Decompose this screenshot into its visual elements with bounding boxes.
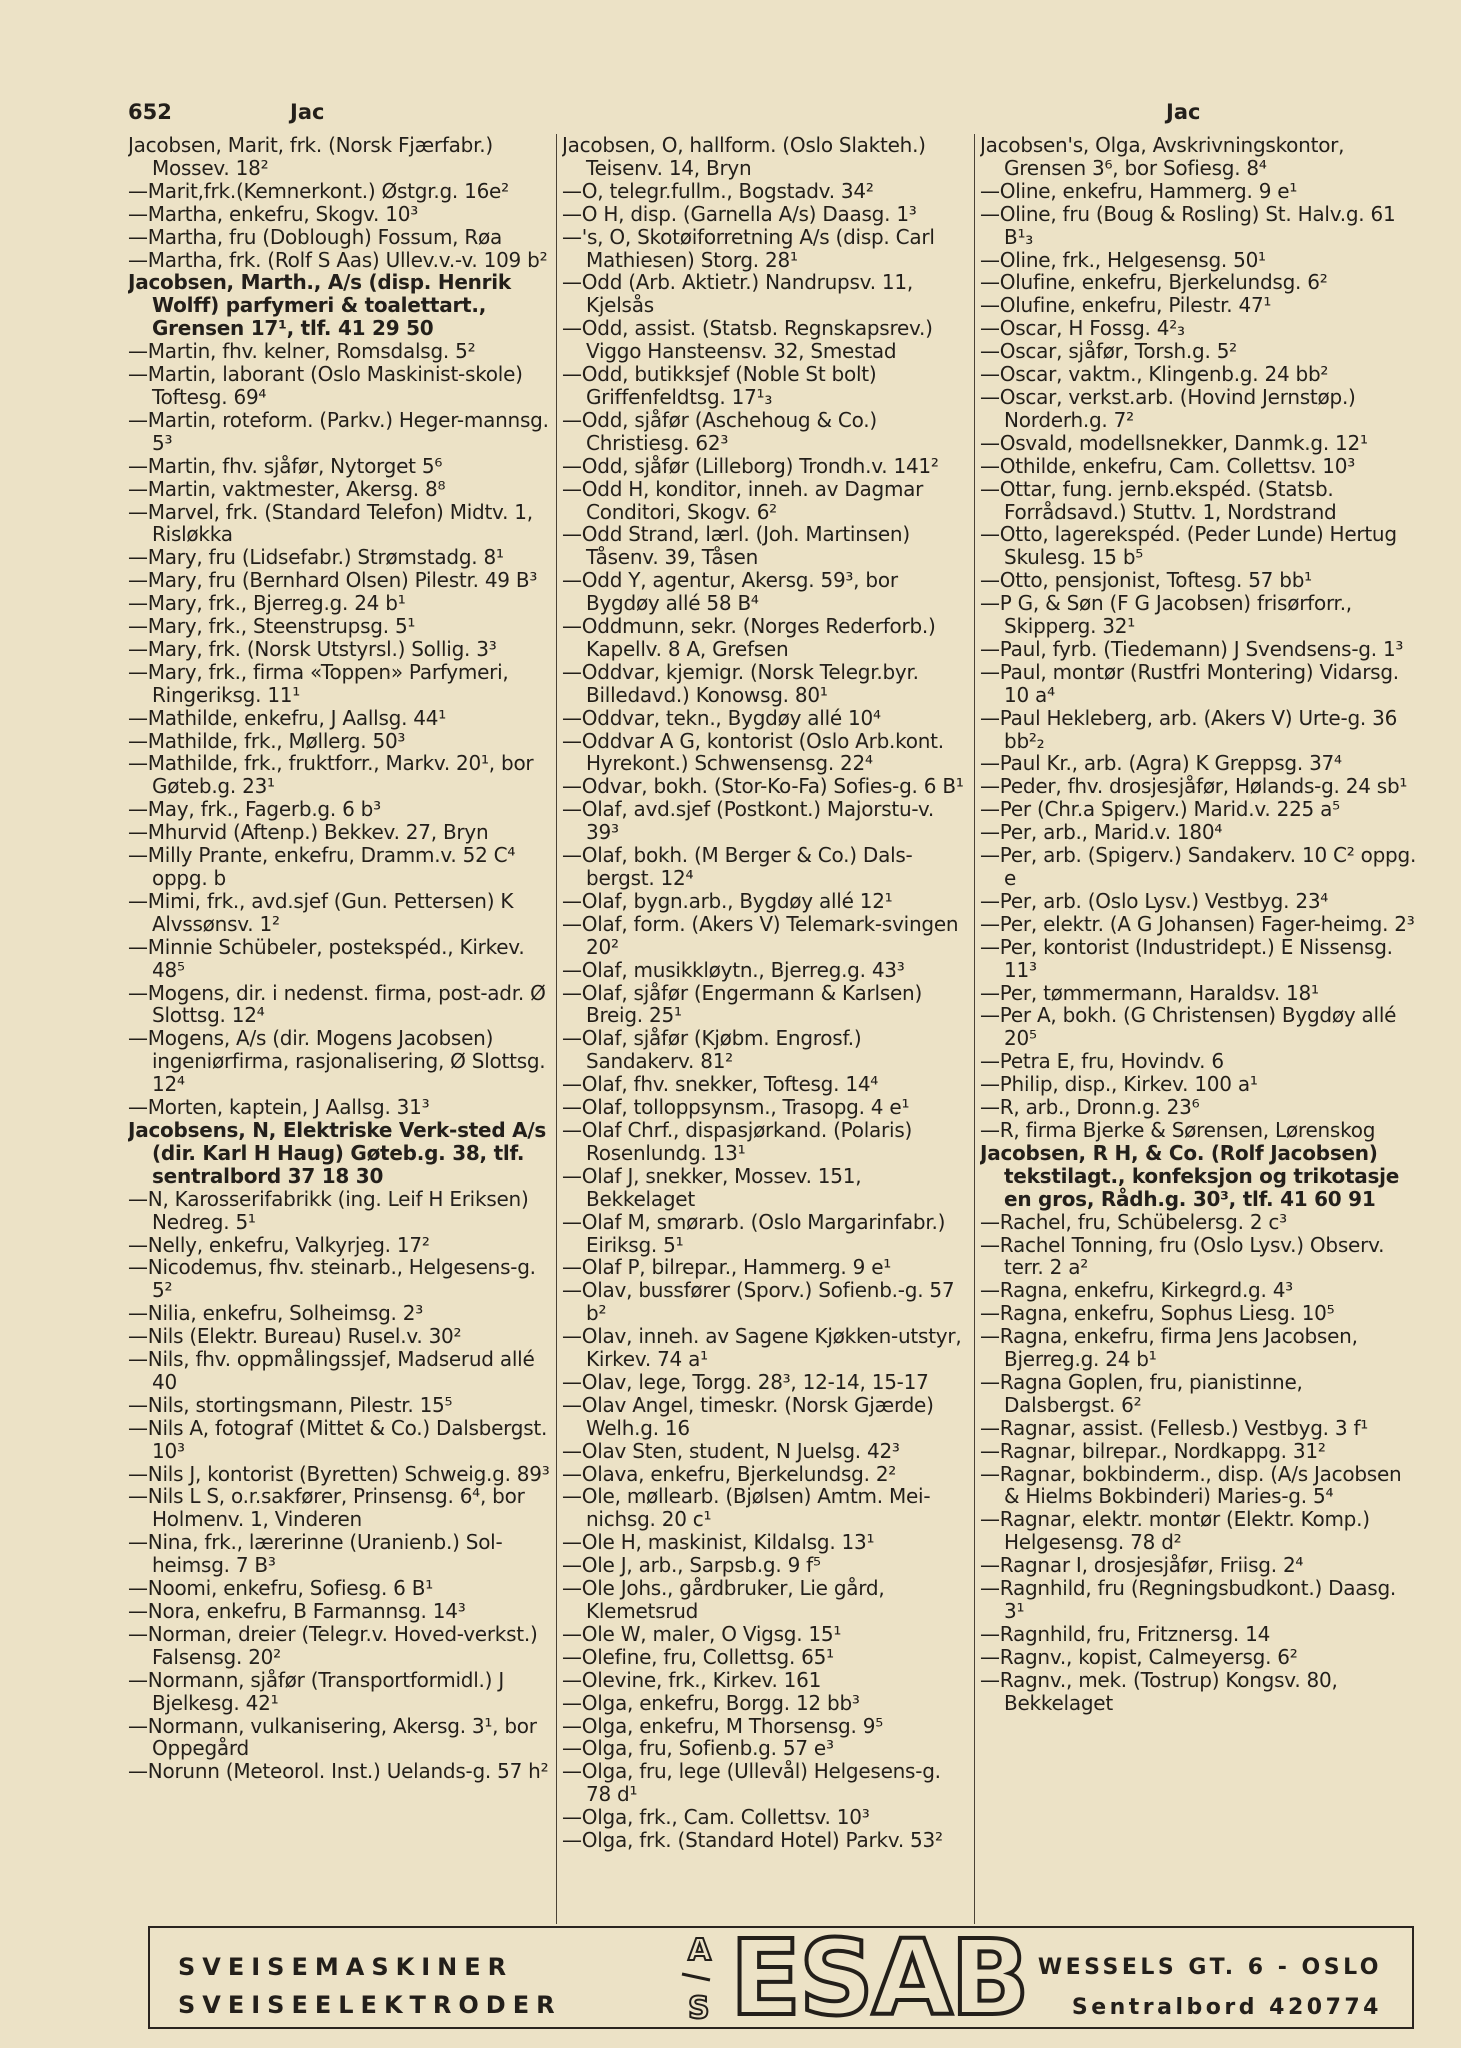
- directory-entry: —Ottar, fung. jernb.ekspéd. (Statsb. Forrådsavd.) Stuttv. 1, Nordstrand: [980, 476, 1337, 524]
- directory-entry: —Paul, fyrb. (Tiedemann) J Svendsens-g. 1³: [980, 636, 1404, 661]
- directory-entry: —Nina, frk., lærerinne (Uranienb.) Sol-heimsg. 7 B³: [128, 1530, 503, 1578]
- directory-entry: —Ragnv., kopist, Calmeyersg. 6²: [980, 1644, 1298, 1669]
- column-3: [980, 134, 1418, 1715]
- directory-entry: —Odd Y, agentur, Akersg. 59³, bor Bygdøy allé 58 B⁴: [562, 568, 898, 616]
- directory-entry: —Olav, lege, Torgg. 28³, 12-14, 15-17: [562, 1369, 929, 1394]
- directory-entry: —Oddvar, kjemigr. (Norsk Telegr.byr. Billedavd.) Konowsg. 80¹: [562, 659, 919, 707]
- directory-entry: —Olga, frk. (Standard Hotel) Parkv. 53²: [562, 1828, 943, 1852]
- directory-entry: —Oscar, H Fossg. 4²₃: [980, 316, 1185, 341]
- directory-entry: —Odd (Arb. Aktietr.) Nandrupsv. 11, Kjelsås: [562, 270, 913, 318]
- directory-entry: —Ragnar, bilrepar., Nordkappg. 31²: [980, 1438, 1326, 1463]
- directory-entry: —Ragnar I, drosjesjåfør, Friisg. 2⁴: [980, 1553, 1304, 1578]
- directory-entry: —Normann, sjåfør (Transportformidl.) J Bjelkesg. 42¹: [128, 1667, 504, 1715]
- directory-entry: —Nils, fhv. oppmålingssjef, Madserud allé 40: [128, 1347, 535, 1394]
- directory-entry: —Ragnar, assist. (Fellesb.) Vestbyg. 3 f¹: [980, 1415, 1369, 1440]
- directory-entry: —Martha, fru (Doblough) Fossum, Røa: [128, 224, 503, 249]
- directory-entry: —Normann, vulkanisering, Akersg. 3¹, bor Oppegård: [128, 1713, 537, 1761]
- directory-entry: —Olaf P, bilrepar., Hammerg. 9 e¹: [562, 1255, 892, 1280]
- directory-entry: —Nils L S, o.r.sakfører, Prinsensg. 6⁴, bor Holmenv. 1, Vinderen: [128, 1484, 525, 1532]
- directory-entry-heading: Jacobsen, Marth., A/s (disp. Henrik Wolff) parfymeri & toalettart., Grensen 17¹, tlf. 41 29 50: [128, 270, 511, 341]
- directory-entry: —Olevine, frk., Kirkev. 161: [562, 1667, 822, 1692]
- directory-entry: —Per, arb., Marid.v. 180⁴: [980, 820, 1223, 845]
- directory-entry: —Odd H, konditor, inneh. av Dagmar Conditori, Skogv. 6²: [562, 476, 924, 524]
- directory-entry: —Oline, frk., Helgesensg. 50¹: [980, 247, 1266, 272]
- directory-entry: —Olava, enkefru, Bjerkelundsg. 2²: [562, 1461, 897, 1486]
- directory-entry: —Marvel, frk. (Standard Telefon) Midtv. 1, Risløkka: [128, 499, 533, 547]
- directory-entry: —Odd Strand, lærl. (Joh. Martinsen) Tåsenv. 39, Tåsen: [562, 522, 910, 570]
- directory-entry: —Olaf, bygn.arb., Bygdøy allé 12¹: [562, 888, 893, 913]
- directory-entry: —Nora, enkefru, B Farmannsg. 14³: [128, 1599, 466, 1623]
- directory-entry: —Ragnar, bokbinderm., disp. (A/s Jacobsen & Hielms Bokbinderi) Maries-g. 5⁴: [980, 1461, 1402, 1509]
- directory-entry: —Martha, frk. (Rolf S Aas) Ullev.v.-v. 109 b²: [128, 247, 548, 272]
- ad-left-text: [178, 1948, 562, 2024]
- directory-entry: —Martin, fhv. sjåfør, Nytorget 5⁶: [128, 453, 443, 478]
- ad-phone: Sentralbord 420774: [1071, 1995, 1382, 2020]
- directory-entry: —Martha, enkefru, Skogv. 10³: [128, 201, 418, 226]
- directory-entry: —Olaf, musikkløytn., Bjerreg.g. 43³: [562, 957, 905, 982]
- header-left: Jac: [290, 100, 325, 124]
- directory-entry: —Olav, inneh. av Sagene Kjøkken-utstyr, Kirkev. 74 a¹: [562, 1324, 962, 1372]
- column-1: [128, 134, 550, 1783]
- directory-entry: Jacobsen's, Olga, Avskrivningskontor, Grensen 3⁶, bor Sofiesg. 8⁴: [980, 134, 1345, 180]
- directory-entry: —Mary, fru (Lidsefabr.) Strømstadg. 8¹: [128, 545, 504, 570]
- directory-entry: —Olufine, enkefru, Bjerkelundsg. 6²: [980, 270, 1328, 295]
- directory-entry: —Mary, frk. (Norsk Utstyrsl.) Sollig. 3³: [128, 636, 497, 661]
- esab-logo: [670, 1922, 1050, 2026]
- directory-entry: —Olav Angel, timeskr. (Norsk Gjærde) Welh.g. 16: [562, 1392, 934, 1440]
- esab-advertisement: [148, 1922, 1414, 2029]
- directory-entry: —Oddmunn, sekr. (Norges Rederforb.) Kapellv. 8 A, Grefsen: [562, 614, 936, 661]
- directory-entry: —Mimi, frk., avd.sjef (Gun. Pettersen) K Alvssønsv. 1²: [128, 888, 514, 936]
- logo-esab: ESAB: [730, 1922, 1028, 2026]
- directory-entry: —Peder, fhv. drosjesjåfør, Hølands-g. 24 sb¹: [980, 774, 1408, 799]
- directory-entry: —Olufine, enkefru, Pilestr. 47¹: [980, 293, 1272, 318]
- directory-entry: —Petra E, fru, Hovindv. 6: [980, 1049, 1224, 1074]
- directory-entry: —Ole W, maler, O Vigsg. 15¹: [562, 1621, 842, 1646]
- ad-line-welding-electrodes: SVEISEELEKTRODER: [178, 1991, 562, 2019]
- directory-entry: —Ragnhild, fru, Fritznersg. 14: [980, 1621, 1271, 1646]
- directory-entry: —Norman, dreier (Telegr.v. Hoved-verkst.) Falsensg. 20²: [128, 1621, 538, 1669]
- directory-entry: —Olaf, sjåfør (Engermann & Karlsen) Breig. 25¹: [562, 980, 923, 1028]
- directory-entry: —Mhurvid (Aftenp.) Bekkev. 27, Bryn: [128, 820, 489, 845]
- directory-entry: —Olga, enkefru, Borgg. 12 bb³: [562, 1690, 860, 1715]
- directory-entry: —Odd, butikksjef (Noble St bolt) Griffenfeldtsg. 17¹₃: [562, 362, 877, 409]
- directory-entry: —Olaf J, snekker, Mossev. 151, Bekkelaget: [562, 1163, 862, 1211]
- directory-entry: —Per A, bokh. (G Christensen) Bygdøy allé 20⁵: [980, 1003, 1397, 1051]
- directory-entry: —N, Karosserifabrikk (ing. Leif H Eriksen) Nedreg. 5¹: [128, 1186, 529, 1234]
- directory-entry: —R, firma Bjerke & Sørensen, Lørenskog: [980, 1117, 1376, 1142]
- directory-entry: —Nils A, fotograf (Mittet & Co.) Dalsbergst. 10³: [128, 1415, 548, 1463]
- directory-entry: —Ragnar, elektr. montør (Elektr. Komp.) Helgesensg. 78 d²: [980, 1507, 1370, 1555]
- directory-entry: —Martin, fhv. kelner, Romsdalsg. 5²: [128, 339, 476, 364]
- directory-entry: —Olaf, avd.sjef (Postkont.) Majorstu-v. 39³: [562, 797, 934, 845]
- directory-entry: —Martin, vaktmester, Akersg. 8⁸: [128, 476, 446, 501]
- directory-entry: —Olaf, form. (Akers V) Telemark-svingen 20²: [562, 911, 959, 959]
- directory-entry: —O, telegr.fullm., Bogstadv. 34²: [562, 178, 874, 203]
- directory-entry: —Nilia, enkefru, Solheimsg. 2³: [128, 1301, 423, 1326]
- directory-entry: Jacobsen, O, hallform. (Oslo Slakteh.) Teisenv. 14, Bryn: [562, 134, 926, 180]
- directory-entry: —Nils, stortingsmann, Pilestr. 15⁵: [128, 1392, 453, 1417]
- directory-entry: —Philip, disp., Kirkev. 100 a¹: [980, 1072, 1258, 1097]
- directory-entry: —Norunn (Meteorol. Inst.) Uelands-g. 57 h²: [128, 1759, 549, 1784]
- ad-address: WESSELS GT. 6 - OSLO: [1037, 1955, 1382, 1980]
- directory-columns: [128, 134, 1418, 1924]
- directory-entry: —May, frk., Fagerb.g. 6 b³: [128, 797, 381, 822]
- directory-entry: —Oscar, vaktm., Klingenb.g. 24 bb²: [980, 362, 1329, 387]
- directory-entry: —Odd, assist. (Statsb. Regnskapsrev.) Viggo Hansteensv. 32, Smestad: [562, 316, 933, 364]
- directory-entry: —Per, elektr. (A G Johansen) Fager-heimg. 2³: [980, 911, 1415, 936]
- directory-entry: —Olaf Chrf., dispasjørkand. (Polaris) Rosenlundg. 13¹: [562, 1117, 913, 1165]
- directory-entry: —Rachel Tonning, fru (Oslo Lysv.) Observ. terr. 2 a²: [980, 1232, 1385, 1280]
- directory-entry: —'s, O, Skotøiforretning A/s (disp. Carl Mathiesen) Storg. 28¹: [562, 224, 935, 272]
- directory-entry: —Olaf M, smørarb. (Oslo Margarinfabr.) Eiriksg. 5¹: [562, 1209, 946, 1257]
- directory-entry: —Olga, fru, Sofienb.g. 57 e³: [562, 1736, 834, 1761]
- directory-entry: —Ragnv., mek. (Tostrup) Kongsv. 80, Bekkelaget: [980, 1667, 1338, 1715]
- directory-entry: —Odd, sjåfør (Aschehoug & Co.) Christiesg. 62³: [562, 407, 877, 455]
- directory-entry: —Odvar, bokh. (Stor-Ko-Fa) Sofies-g. 6 B¹: [562, 774, 964, 799]
- directory-entry: —Olav, bussfører (Sporv.) Sofienb.-g. 57 b²: [562, 1278, 955, 1326]
- directory-entry: —Olav Sten, student, N Juelsg. 42³: [562, 1438, 900, 1463]
- directory-entry: —Nils J, kontorist (Byretten) Schweig.g. 89³: [128, 1461, 550, 1486]
- directory-entry: —Mary, frk., firma «Toppen» Parfymeri, Ringeriksg. 11¹: [128, 659, 509, 707]
- directory-entry: —P G, & Søn (F G Jacobsen) frisørforr., Skipperg. 32¹: [980, 591, 1352, 639]
- ad-line-welding-machines: SVEISEMASKINER: [178, 1953, 514, 1981]
- column-divider: [974, 134, 975, 1924]
- directory-entry: —Martin, laborant (Oslo Maskinist-skole) Toftesg. 69⁴: [128, 362, 523, 409]
- directory-entry: —Noomi, enkefru, Sofiesg. 6 B¹: [128, 1576, 433, 1601]
- ad-right-text: [1038, 1948, 1382, 2028]
- directory-entry: —Per, arb. (Oslo Lysv.) Vestbyg. 23⁴: [980, 888, 1329, 913]
- directory-entry: —Oscar, sjåfør, Torsh.g. 5²: [980, 339, 1237, 364]
- directory-entry: —Olaf, tolloppsynsm., Trasopg. 4 e¹: [562, 1095, 910, 1120]
- directory-entry: —Olga, enkefru, M Thorsensg. 9⁵: [562, 1713, 883, 1738]
- directory-entry: —Ragna, enkefru, firma Jens Jacobsen, Bjerreg.g. 24 b¹: [980, 1324, 1358, 1372]
- directory-entry: —Olefine, fru, Collettsg. 65¹: [562, 1644, 834, 1669]
- directory-entry: —Olga, fru, lege (Ullevål) Helgesens-g. 78 d¹: [562, 1759, 941, 1807]
- directory-entry: —Ole Johs., gårdbruker, Lie gård, Klemetsrud: [562, 1576, 885, 1623]
- directory-entry: —Oddvar, tekn., Bygdøy allé 10⁴: [562, 705, 881, 730]
- directory-entry: —Minnie Schübeler, postekspéd., Kirkev. 48⁵: [128, 934, 525, 982]
- directory-entry: —Ragna, enkefru, Kirkegrd.g. 4³: [980, 1278, 1293, 1303]
- directory-entry: —Mary, fru (Bernhard Olsen) Pilestr. 49 B³: [128, 568, 538, 593]
- directory-entry: —Ole, møllearb. (Bjølsen) Amtm. Mei-nichsg. 20 c¹: [562, 1484, 931, 1532]
- header-right: Jac: [1166, 100, 1201, 124]
- directory-entry: —Rachel, fru, Schübelersg. 2 c³: [980, 1209, 1287, 1234]
- directory-entry: —Ragna, enkefru, Sophus Liesg. 10⁵: [980, 1301, 1335, 1326]
- directory-entry: —Marit,frk.(Kemnerkont.) Østgr.g. 16e²: [128, 178, 509, 203]
- directory-entry: —Mathilde, frk., fruktforr., Markv. 20¹, bor Gøteb.g. 23¹: [128, 751, 534, 799]
- directory-entry: —Per, tømmermann, Haraldsv. 18¹: [980, 980, 1319, 1005]
- directory-entry-heading: Jacobsen, R H, & Co. (Rolf Jacobsen) tekstilagt., konfeksjon og trikotasje en gros, Rådh.g. 30³, tlf. 41 60 91: [980, 1140, 1400, 1211]
- directory-entry: —Paul Hekleberg, arb. (Akers V) Urte-g. 36 bb²₂: [980, 705, 1398, 753]
- directory-entry: —Olga, frk., Cam. Collettsv. 10³: [562, 1805, 870, 1830]
- directory-entry: —Morten, kaptein, J Aallsg. 31³: [128, 1095, 430, 1120]
- directory-entry: —Olaf, bokh. (M Berger & Co.) Dals-bergst. 12⁴: [562, 843, 913, 890]
- directory-entry: —Mathilde, enkefru, J Aallsg. 44¹: [128, 705, 447, 730]
- directory-entry: —Olaf, fhv. snekker, Toftesg. 14⁴: [562, 1072, 879, 1097]
- directory-entry: —Odd, sjåfør (Lilleborg) Trondh.v. 141²: [562, 453, 939, 478]
- directory-entry: —Martin, roteform. (Parkv.) Heger-mannsg. 5³: [128, 407, 549, 455]
- directory-entry: —Oline, fru (Boug & Rosling) St. Halv.g. 61 B¹₃: [980, 201, 1396, 249]
- directory-entry: —Oddvar A G, kontorist (Oslo Arb.kont. Hyrekont.) Schwensensg. 22⁴: [562, 728, 944, 776]
- directory-entry: —Paul, montør (Rustfri Montering) Vidarsg. 10 a⁴: [980, 659, 1399, 707]
- directory-entry: —Osvald, modellsnekker, Danmk.g. 12¹: [980, 430, 1368, 455]
- directory-entry: —Ragna Goplen, fru, pianistinne, Dalsbergst. 6²: [980, 1369, 1303, 1417]
- directory-entry: —Mogens, dir. i nedenst. firma, post-adr. Ø Slottsg. 12⁴: [128, 980, 546, 1028]
- directory-entry: —Mogens, A/s (dir. Mogens Jacobsen) ingeniørfirma, rasjonalisering, Ø Slottsg. 12⁴: [128, 1026, 546, 1097]
- directory-entry: —Mathilde, frk., Møllerg. 50³: [128, 728, 406, 753]
- column-2: [562, 134, 968, 1852]
- logo-slash: [682, 1974, 710, 1980]
- directory-entry: —Oline, enkefru, Hammerg. 9 e¹: [980, 178, 1298, 203]
- directory-entry: —Othilde, enkefru, Cam. Collettsv. 10³: [980, 453, 1356, 478]
- directory-entry: —Per (Chr.a Spigerv.) Marid.v. 225 a⁵: [980, 797, 1340, 822]
- directory-entry: —Ole H, maskinist, Kildalsg. 13¹: [562, 1530, 875, 1555]
- directory-entry: —Nils (Elektr. Bureau) Rusel.v. 30²: [128, 1324, 462, 1349]
- directory-entry: —Per, kontorist (Industridept.) E Nissensg. 11³: [980, 934, 1393, 982]
- directory-entry: —Mary, frk., Steenstrupsg. 5¹: [128, 614, 416, 639]
- directory-entry-heading: Jacobsens, N, Elektriske Verk-sted A/s (dir. Karl H Haug) Gøteb.g. 38, tlf. sentralbord 37 18 30: [128, 1117, 547, 1188]
- page-number: 652: [128, 100, 172, 124]
- directory-entry: —Milly Prante, enkefru, Dramm.v. 52 C⁴ oppg. b: [128, 843, 516, 890]
- directory-entry: —Otto, lagerekspéd. (Peder Lunde) Hertug Skulesg. 15 b⁵: [980, 522, 1397, 570]
- logo-prefix-top: A: [688, 1933, 712, 1968]
- directory-entry: —Per, arb. (Spigerv.) Sandakerv. 10 C² oppg. e: [980, 843, 1417, 890]
- directory-entry: —R, arb., Dronn.g. 23⁶: [980, 1095, 1200, 1120]
- directory-entry: —Ragnhild, fru (Regningsbudkont.) Daasg. 3¹: [980, 1576, 1396, 1623]
- directory-entry: —Nelly, enkefru, Valkyrjeg. 17²: [128, 1232, 430, 1257]
- directory-entry: —Nicodemus, fhv. steinarb., Helgesens-g. 5²: [128, 1255, 536, 1303]
- directory-entry: —Otto, pensjonist, Toftesg. 57 bb¹: [980, 568, 1312, 593]
- column-divider: [556, 134, 557, 1924]
- directory-entry: —Paul Kr., arb. (Agra) K Greppsg. 37⁴: [980, 751, 1342, 776]
- directory-entry: —Olaf, sjåfør (Kjøbm. Engrosf.) Sandakerv. 81²: [562, 1026, 862, 1074]
- directory-entry: —Ole J, arb., Sarpsb.g. 9 f⁵: [562, 1553, 821, 1578]
- directory-entry: —Oscar, verkst.arb. (Hovind Jernstøp.) Norderh.g. 7²: [980, 384, 1356, 432]
- logo-prefix-bottom: S: [688, 1991, 710, 2026]
- directory-entry: —Mary, frk., Bjerreg.g. 24 b¹: [128, 591, 406, 616]
- directory-entry: —O H, disp. (Garnella A/s) Daasg. 1³: [562, 201, 917, 226]
- directory-entry: Jacobsen, Marit, frk. (Norsk Fjærfabr.) Mossev. 18²: [128, 134, 493, 180]
